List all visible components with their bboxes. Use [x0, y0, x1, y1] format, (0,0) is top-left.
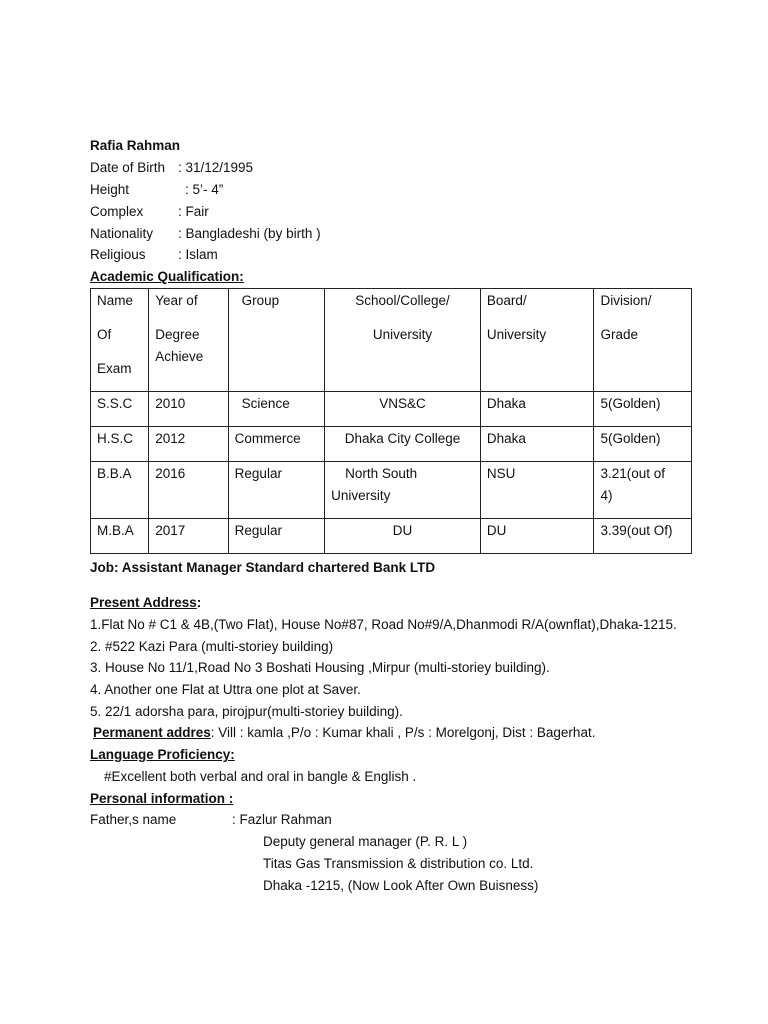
detail-value: : 5’- 4”	[185, 182, 224, 197]
detail-religious	[90, 246, 490, 264]
father-detail-line: Deputy general manager (P. R. L )	[263, 834, 468, 849]
detail-value: : Fair	[178, 204, 209, 219]
table-row: B.B.A 2016 Regular North South University NSU 3.21(out of 4)	[91, 462, 692, 519]
present-address-heading: Present Address:	[90, 595, 202, 610]
header-year-of-degree: Year of Degree Achieve	[149, 289, 228, 392]
academic-heading: Academic Qualification:	[90, 269, 244, 284]
address-item: 5. 22/1 adorsha para, pirojpur(multi-storiey building).	[90, 704, 403, 719]
address-item: 1.Flat No # C1 & 4B,(Two Flat), House No#87, Road No#9/A,Dhanmodi R/A(ownflat),Dhaka-1215.	[90, 617, 677, 632]
address-item: 2. #522 Kazi Para (multi-storiey building)	[90, 639, 334, 654]
detail-label: Complex	[90, 204, 144, 219]
language-text: #Excellent both verbal and oral in bangle & English .	[104, 769, 417, 784]
detail-label: Date of Birth	[90, 160, 166, 175]
permanent-address: Permanent addres: Vill : kamla ,P/o : Kumar khali , P/s : Morelgonj, Dist : Bagerhat.	[93, 725, 596, 740]
header-board: Board/ University	[480, 289, 594, 392]
father-detail-line: Dhaka -1215, (Now Look After Own Buisness)	[263, 878, 539, 893]
table-row: S.S.C 2010 Science VNS&C Dhaka 5(Golden)	[91, 392, 692, 427]
applicant-name: Rafia Rahman	[90, 138, 181, 153]
father-name: Father,s name : Fazlur Rahman	[90, 812, 332, 827]
detail-value: : 31/12/1995	[178, 160, 254, 175]
header-group: Group	[228, 289, 324, 392]
language-heading: Language Proficiency:	[90, 747, 235, 762]
detail-label: Height	[90, 182, 130, 197]
header-school: School/College/ University	[325, 289, 481, 392]
table-row: M.B.A 2017 Regular DU DU 3.39(out Of)	[91, 519, 692, 554]
header-name-of-exam: Name Of Exam	[91, 289, 149, 392]
detail-nationality	[90, 225, 490, 243]
detail-complex	[90, 203, 490, 221]
detail-label: Religious	[90, 247, 146, 262]
detail-label: Nationality	[90, 226, 154, 241]
personal-heading: Personal information :	[90, 791, 234, 806]
address-item: 4. Another one Flat at Uttra one plot at Saver.	[90, 682, 361, 697]
detail-dob	[90, 159, 490, 177]
detail-value: : Bangladeshi (by birth )	[178, 226, 321, 241]
job-line: Job: Assistant Manager Standard chartered Bank LTD	[90, 560, 436, 575]
header-grade: Division/ Grade	[594, 289, 692, 392]
table-header-row	[91, 289, 692, 392]
detail-value: : Islam	[178, 247, 218, 262]
address-item: 3. House No 11/1,Road No 3 Boshati Housing ,Mirpur (multi-storiey building).	[90, 660, 550, 675]
academic-table	[90, 288, 692, 554]
table-row: H.S.C 2012 Commerce Dhaka City College Dhaka 5(Golden)	[91, 427, 692, 462]
detail-height	[90, 181, 490, 199]
father-detail-line: Titas Gas Transmission & distribution co. Ltd.	[263, 856, 534, 871]
